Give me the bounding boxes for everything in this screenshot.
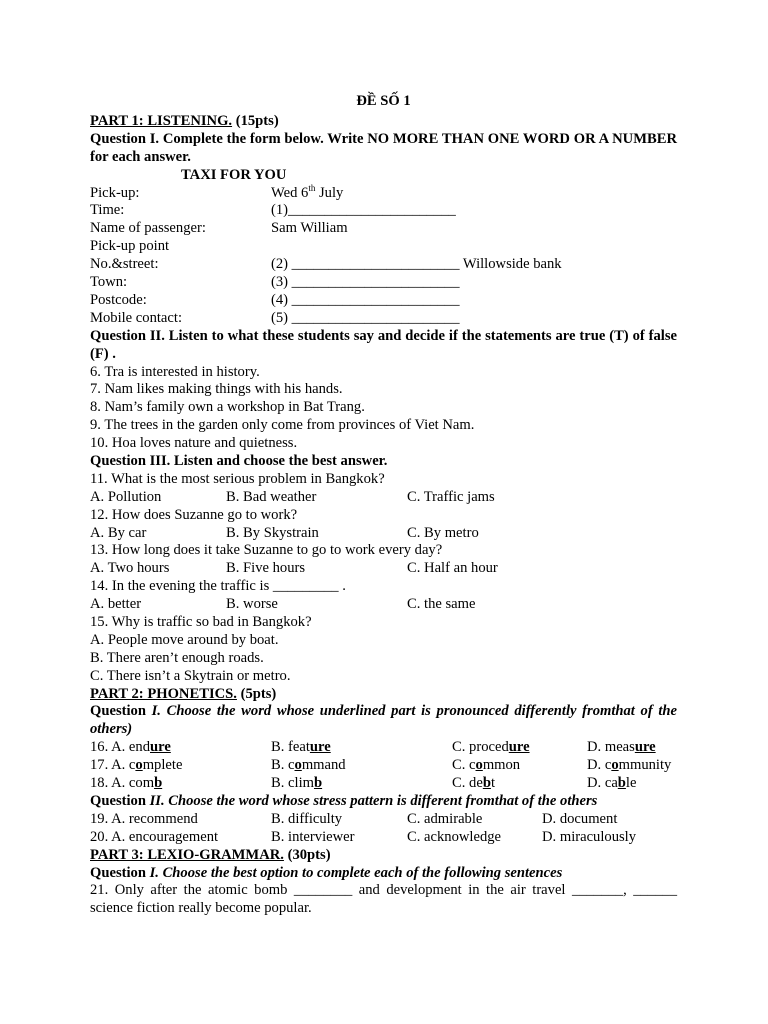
part3-heading-text: PART 3: LEXIO-GRAMMAR. (90, 846, 284, 863)
option-d: D. document (542, 810, 618, 827)
word-part: mmunity (618, 757, 672, 774)
question-11-options (90, 489, 677, 507)
option-a: A. By car (90, 524, 147, 541)
option-c: C. Half an hour (407, 560, 498, 577)
word-part: C. proced (452, 739, 509, 756)
form-row-passenger (90, 220, 677, 238)
part3-q1-instruction (90, 865, 677, 883)
underlined-part: o (294, 757, 302, 774)
option-c: C. Traffic jams (407, 488, 495, 505)
option-a: 20. A. encouragement (90, 828, 219, 845)
question-15-option-c: C. There isn’t a Skytrain or metro. (90, 667, 291, 684)
form-row-mobile (90, 310, 677, 328)
word-part: mmand (301, 757, 346, 774)
form-label: Time: (90, 202, 125, 219)
form-label: Postcode: (90, 291, 147, 308)
question-19 (90, 811, 677, 829)
exam-page (90, 93, 677, 918)
word-part: D. ca (587, 775, 618, 792)
instruction-text: I. Choose the word whose underlined part is pronounced differently fromthat of the others) (90, 703, 677, 738)
form-title (90, 167, 677, 185)
underlined-part: o (611, 757, 619, 774)
option-a: A. Pollution (90, 488, 162, 505)
option-b: B. By Skystrain (226, 524, 319, 541)
form-value: (1)_______________________ (271, 202, 456, 219)
statement-7: 7. Nam likes making things with his hands. (90, 381, 343, 398)
question-17 (90, 757, 677, 775)
form-label: No.&street: (90, 256, 159, 273)
underlined-part: o (475, 757, 483, 774)
option-a: 19. A. recommend (90, 810, 198, 827)
option-a (90, 757, 182, 775)
underlined-part: b (154, 775, 163, 792)
word-part: end (128, 739, 150, 756)
form-value: (5) _______________________ (271, 309, 460, 326)
option-b: B. worse (226, 596, 278, 613)
part2-points: (5pts) (236, 685, 277, 702)
question-15-option-b: B. There aren’t enough roads. (90, 649, 264, 666)
question-15-option-a: A. People move around by boat. (90, 631, 279, 648)
form-value (271, 182, 344, 203)
option-b: B. Bad weather (226, 488, 317, 505)
word-part: B. clim (271, 775, 314, 792)
question-11-stem: 11. What is the most serious problem in Bangkok? (90, 470, 385, 487)
form-row-town (90, 274, 677, 292)
option-d (587, 757, 671, 775)
option-c (452, 739, 530, 757)
form-value: (3) _______________________ (271, 274, 460, 291)
option-d (587, 739, 656, 757)
word-part: mplete (142, 757, 183, 774)
option-b: B. Five hours (226, 560, 306, 577)
word-part: t (490, 775, 495, 792)
option-d (587, 775, 636, 793)
form-row-postcode (90, 292, 677, 310)
question-20 (90, 829, 677, 847)
option-a: A. better (90, 596, 142, 613)
form-row-pickup-point (90, 238, 677, 256)
word-part: D. c (587, 757, 612, 774)
underlined-part: ure (150, 739, 171, 756)
instruction-text: II. Choose the word whose stress pattern is different fromthat of the others (145, 792, 598, 809)
part1-q3-instruction: Question III. Listen and choose the best answer. (90, 452, 388, 469)
part3-points: (30pts) (283, 846, 331, 863)
question-number: 16. A. (90, 739, 129, 756)
exam-title: ĐỀ SỐ 1 (356, 93, 411, 109)
option-c: C. By metro (407, 524, 479, 541)
option-c (452, 757, 520, 775)
question-14-stem: 14. In the evening the traffic is _________ . (90, 578, 346, 595)
word-part: B. feat (271, 739, 310, 756)
word-part: c (128, 757, 136, 774)
statement-8: 8. Nam’s family own a workshop in Bat Trang. (90, 399, 365, 416)
form-row-street (90, 256, 677, 274)
underlined-part: b (482, 775, 491, 792)
option-c: C. the same (407, 596, 476, 613)
option-b (271, 739, 331, 757)
question-13-stem: 13. How long does it take Suzanne to go to work every day? (90, 542, 443, 559)
form-label: Pick-up: (90, 184, 140, 201)
underlined-part: o (135, 757, 143, 774)
form-row-time (90, 202, 677, 220)
date-suffix: th (308, 182, 316, 193)
form-label: Pick-up point (90, 238, 170, 255)
question-12-stem: 12. How does Suzanne go to work? (90, 506, 298, 523)
statement-9: 9. The trees in the garden only come from provinces of Viet Nam. (90, 417, 475, 434)
underlined-part: ure (634, 739, 656, 756)
word-part: com (128, 775, 155, 792)
underlined-part: b (313, 775, 323, 792)
word-part: B. c (271, 757, 295, 774)
question-21: 21. Only after the atomic bomb ________ and development in the air travel _______, ______ science fiction really become popular. (90, 882, 677, 917)
form-value: Sam William (271, 220, 348, 237)
option-c (452, 775, 495, 793)
underlined-part: b (617, 775, 626, 792)
option-c: C. admirable (407, 810, 483, 827)
question-18 (90, 775, 677, 793)
part1-heading (90, 113, 677, 131)
form-label: Name of passenger: (90, 220, 206, 237)
statement-6: 6. Tra is interested in history. (90, 363, 260, 380)
question-14-options (90, 596, 677, 614)
part1-q2-instruction: Question II. Listen to what these students say and decide if the statements are true (T) of false (F) . (90, 327, 677, 362)
option-b (271, 775, 322, 793)
option-a (90, 739, 171, 757)
part1-points: (15pts) (232, 113, 279, 129)
option-b: B. interviewer (271, 828, 355, 845)
question-label: Question (90, 703, 146, 720)
part1-heading-text: PART 1: LISTENING. (90, 113, 233, 129)
form-value: (4) _______________________ (271, 291, 460, 308)
option-b (271, 757, 346, 775)
word-part: C. c (452, 757, 476, 774)
underlined-part: ure (508, 739, 530, 756)
form-label: Mobile contact: (90, 309, 182, 326)
word-part: mmon (482, 757, 521, 774)
option-d: D. miraculously (542, 828, 637, 845)
part2-heading-text: PART 2: PHONETICS. (90, 685, 237, 702)
question-15-stem: 15. Why is traffic so bad in Bangkok? (90, 614, 312, 630)
form-row-pickup (90, 182, 677, 203)
underlined-part: ure (309, 739, 331, 756)
word-part: C. de (452, 775, 483, 792)
word-part: D. meas (587, 739, 635, 756)
part2-q2-instruction (90, 793, 677, 811)
part1-q1-instruction: Question I. Complete the form below. Write NO MORE THAN ONE WORD OR A NUMBER for each answer. (90, 130, 677, 165)
word-part: le (625, 775, 637, 792)
part2-q1-instruction (90, 703, 677, 739)
question-label: Question (90, 792, 146, 809)
date-day: Wed 6 (271, 184, 309, 201)
question-number: 17. A. (90, 757, 129, 774)
question-12-options (90, 525, 677, 543)
form-value: (2) _______________________ Willowside bank (271, 256, 562, 273)
question-16 (90, 739, 677, 757)
option-a: A. Two hours (90, 560, 170, 577)
instruction-text: I. Choose the best option to complete each of the following sentences (145, 864, 563, 881)
option-b: B. difficulty (271, 810, 343, 827)
form-title-text: TAXI FOR YOU (181, 166, 287, 183)
form-label: Town: (90, 274, 128, 291)
statement-10: 10. Hoa loves nature and quietness. (90, 435, 298, 452)
question-label: Question (90, 864, 146, 881)
option-c: C. acknowledge (407, 828, 502, 845)
option-a (90, 775, 162, 793)
part3-heading (90, 847, 677, 865)
part2-heading (90, 686, 677, 704)
question-number: 18. A. (90, 775, 129, 792)
date-month: July (315, 184, 344, 201)
question-13-options (90, 560, 677, 578)
